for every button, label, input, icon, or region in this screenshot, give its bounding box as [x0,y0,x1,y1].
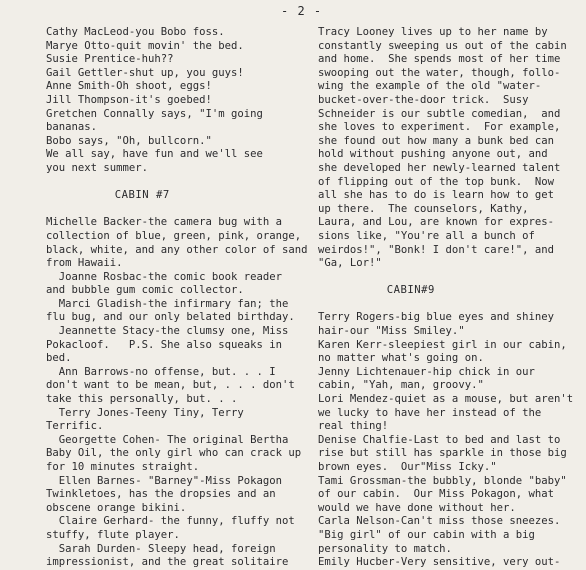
text-line: Michelle Backer-the camera bug with a [46,216,282,229]
text-line: Terry Rogers-big blue eyes and shiney [318,311,554,324]
text-line: bananas. [46,121,98,134]
text-line: Tami Grossman-the bubbly, blonde "baby" [318,474,567,487]
text-line: stuffy, flute player. [46,528,180,541]
text-line: rise but still has sparkle in those big [318,447,567,460]
text-line: she loves to experiment. For example, [318,121,561,134]
text-line: cabin, "Yah, man, groovy." [318,379,484,392]
text-line: brown eyes. Our"Miss Icky." [318,461,497,473]
text-line: Schneider is our subtle comedian, and [318,107,561,120]
text-line: swooping out the water, though, follo- [318,66,561,79]
text-line: constantly sweeping us out of the cabin [318,39,567,52]
text-line: impressionist, and the great solitaire [46,556,289,569]
text-line: "Big girl" of our cabin with a big [318,528,535,541]
text-line: black, white, and any other color of sand [46,243,308,256]
blank-line [318,271,580,285]
text-line: you next summer. [46,161,149,174]
text-line: Karen Kerr-sleepiest girl in our cabin, [318,338,567,351]
text-line: for 10 minutes straight. [46,461,200,473]
text-line: Tracy Looney lives up to her name by [318,26,548,38]
text-line: Gretchen Connally says, "I'm going [46,107,263,120]
text-line: hair-our "Miss Smiley." [318,325,465,338]
text-line: We all say, have fun and we'll see [46,148,263,161]
text-line: Sarah Durden- Sleepy head, foreign [46,542,276,555]
text-line: Twinkletoes, has the dropsies and an [46,488,276,501]
text-line: Jeannette Stacy-the clumsy one, Miss [46,325,289,338]
text-line: and bubble gum comic collector. [46,284,244,297]
text-line: from Hawaii. [46,257,123,270]
text-line: Ann Barrows-no offense, but. . . I [46,365,276,378]
left-column [46,26,308,570]
text-line: bucket-over-the-door trick. Susy [318,93,529,106]
text-line: Marci Gladish-the infirmary fan; the [46,297,289,310]
text-line: Denise Chalfie-Last to bed and last to [318,433,561,446]
text-line: collection of blue, green, pink, orange, [46,229,302,242]
text-line: Marye Otto-quit movin' the bed. [46,39,244,52]
text-line: Terry Jones-Teeny Tiny, Terry [46,406,244,419]
text-line: no matter what's going on. [318,352,484,365]
text-line: she found out how many a bunk bed can [318,134,554,147]
text-line: Susie Prentice-huh?? [46,53,174,66]
text-line: Laura, and Lou, are known for expres- [318,216,554,229]
text-line: and home. She spends most of her time [318,53,561,66]
text-line: Joanne Rosbac-the comic book reader [46,270,282,283]
blank-line [46,176,308,190]
text-line: all she has to do is learn how to get [318,189,554,202]
text-line: Ellen Barnes- "Barney"-Miss Pokagon [46,474,282,487]
text-line: Georgette Cohen- The original Bertha [46,433,289,446]
text-line: Cathy MacLeod-you Bobo foss. [46,26,225,38]
text-line: Jenny Lichtenauer-hip chick in our [318,365,535,378]
text-line: up there. The counselors, Kathy, [318,202,529,215]
text-line: weirdos!", "Bonk! I don't care!", and [318,243,554,256]
cabin-heading: CABIN #7 [46,189,170,202]
blank-line [318,298,580,312]
text-line: Terrific. [46,420,104,433]
text-line: real thing! [318,420,389,433]
text-line: Emily Hucber-Very sensitive, very out- [318,556,561,569]
text-line: Lori Mendez-quiet as a mouse, but aren't [318,393,574,406]
text-line: take this personally, but. . . [46,393,238,406]
text-line: she developed her newly-learned talent [318,161,561,174]
text-line: flu bug, and our only belated birthday. [46,311,295,324]
text-line: hold without pushing anyone out, and [318,148,548,161]
text-line: Anne Smith-Oh shoot, eggs! [46,80,212,93]
cabin-heading: CABIN#9 [318,284,435,297]
text-line: Jill Thompson-it's goebed! [46,93,212,106]
text-line: obscene orange bikini. [46,501,187,514]
text-line: personality to match. [318,542,452,555]
text-line: bed. [46,352,72,365]
text-line: we lucky to have her instead of the [318,406,542,419]
text-line: don't want to be mean, but, . . . don't [46,379,295,392]
text-line: of our cabin. Our Miss Pokagon, what [318,488,554,501]
text-line: Claire Gerhard- the funny, fluffy not [46,515,295,528]
text-line: Gail Gettler-shut up, you guys! [46,66,244,79]
page-number: - 2 - [281,4,323,18]
text-line: Bobo says, "Oh, bullcorn." [46,134,212,147]
text-line: Pokacloof. P.S. She also squeaks in [46,338,282,351]
text-line: "Ga, Lor!" [318,257,382,270]
right-column [318,26,580,570]
text-line: Baby Oil, the only girl who can crack up [46,447,302,460]
blank-line [46,203,308,217]
text-line: wing the example of the old "water- [318,80,542,93]
text-line: would we have done without her. [318,501,516,514]
text-line: of flipping out of the top bunk. Now [318,175,554,188]
text-line: Carla Nelson-Can't miss those sneezes. [318,515,561,528]
text-line: sions like, "You're all a bunch of [318,229,535,242]
